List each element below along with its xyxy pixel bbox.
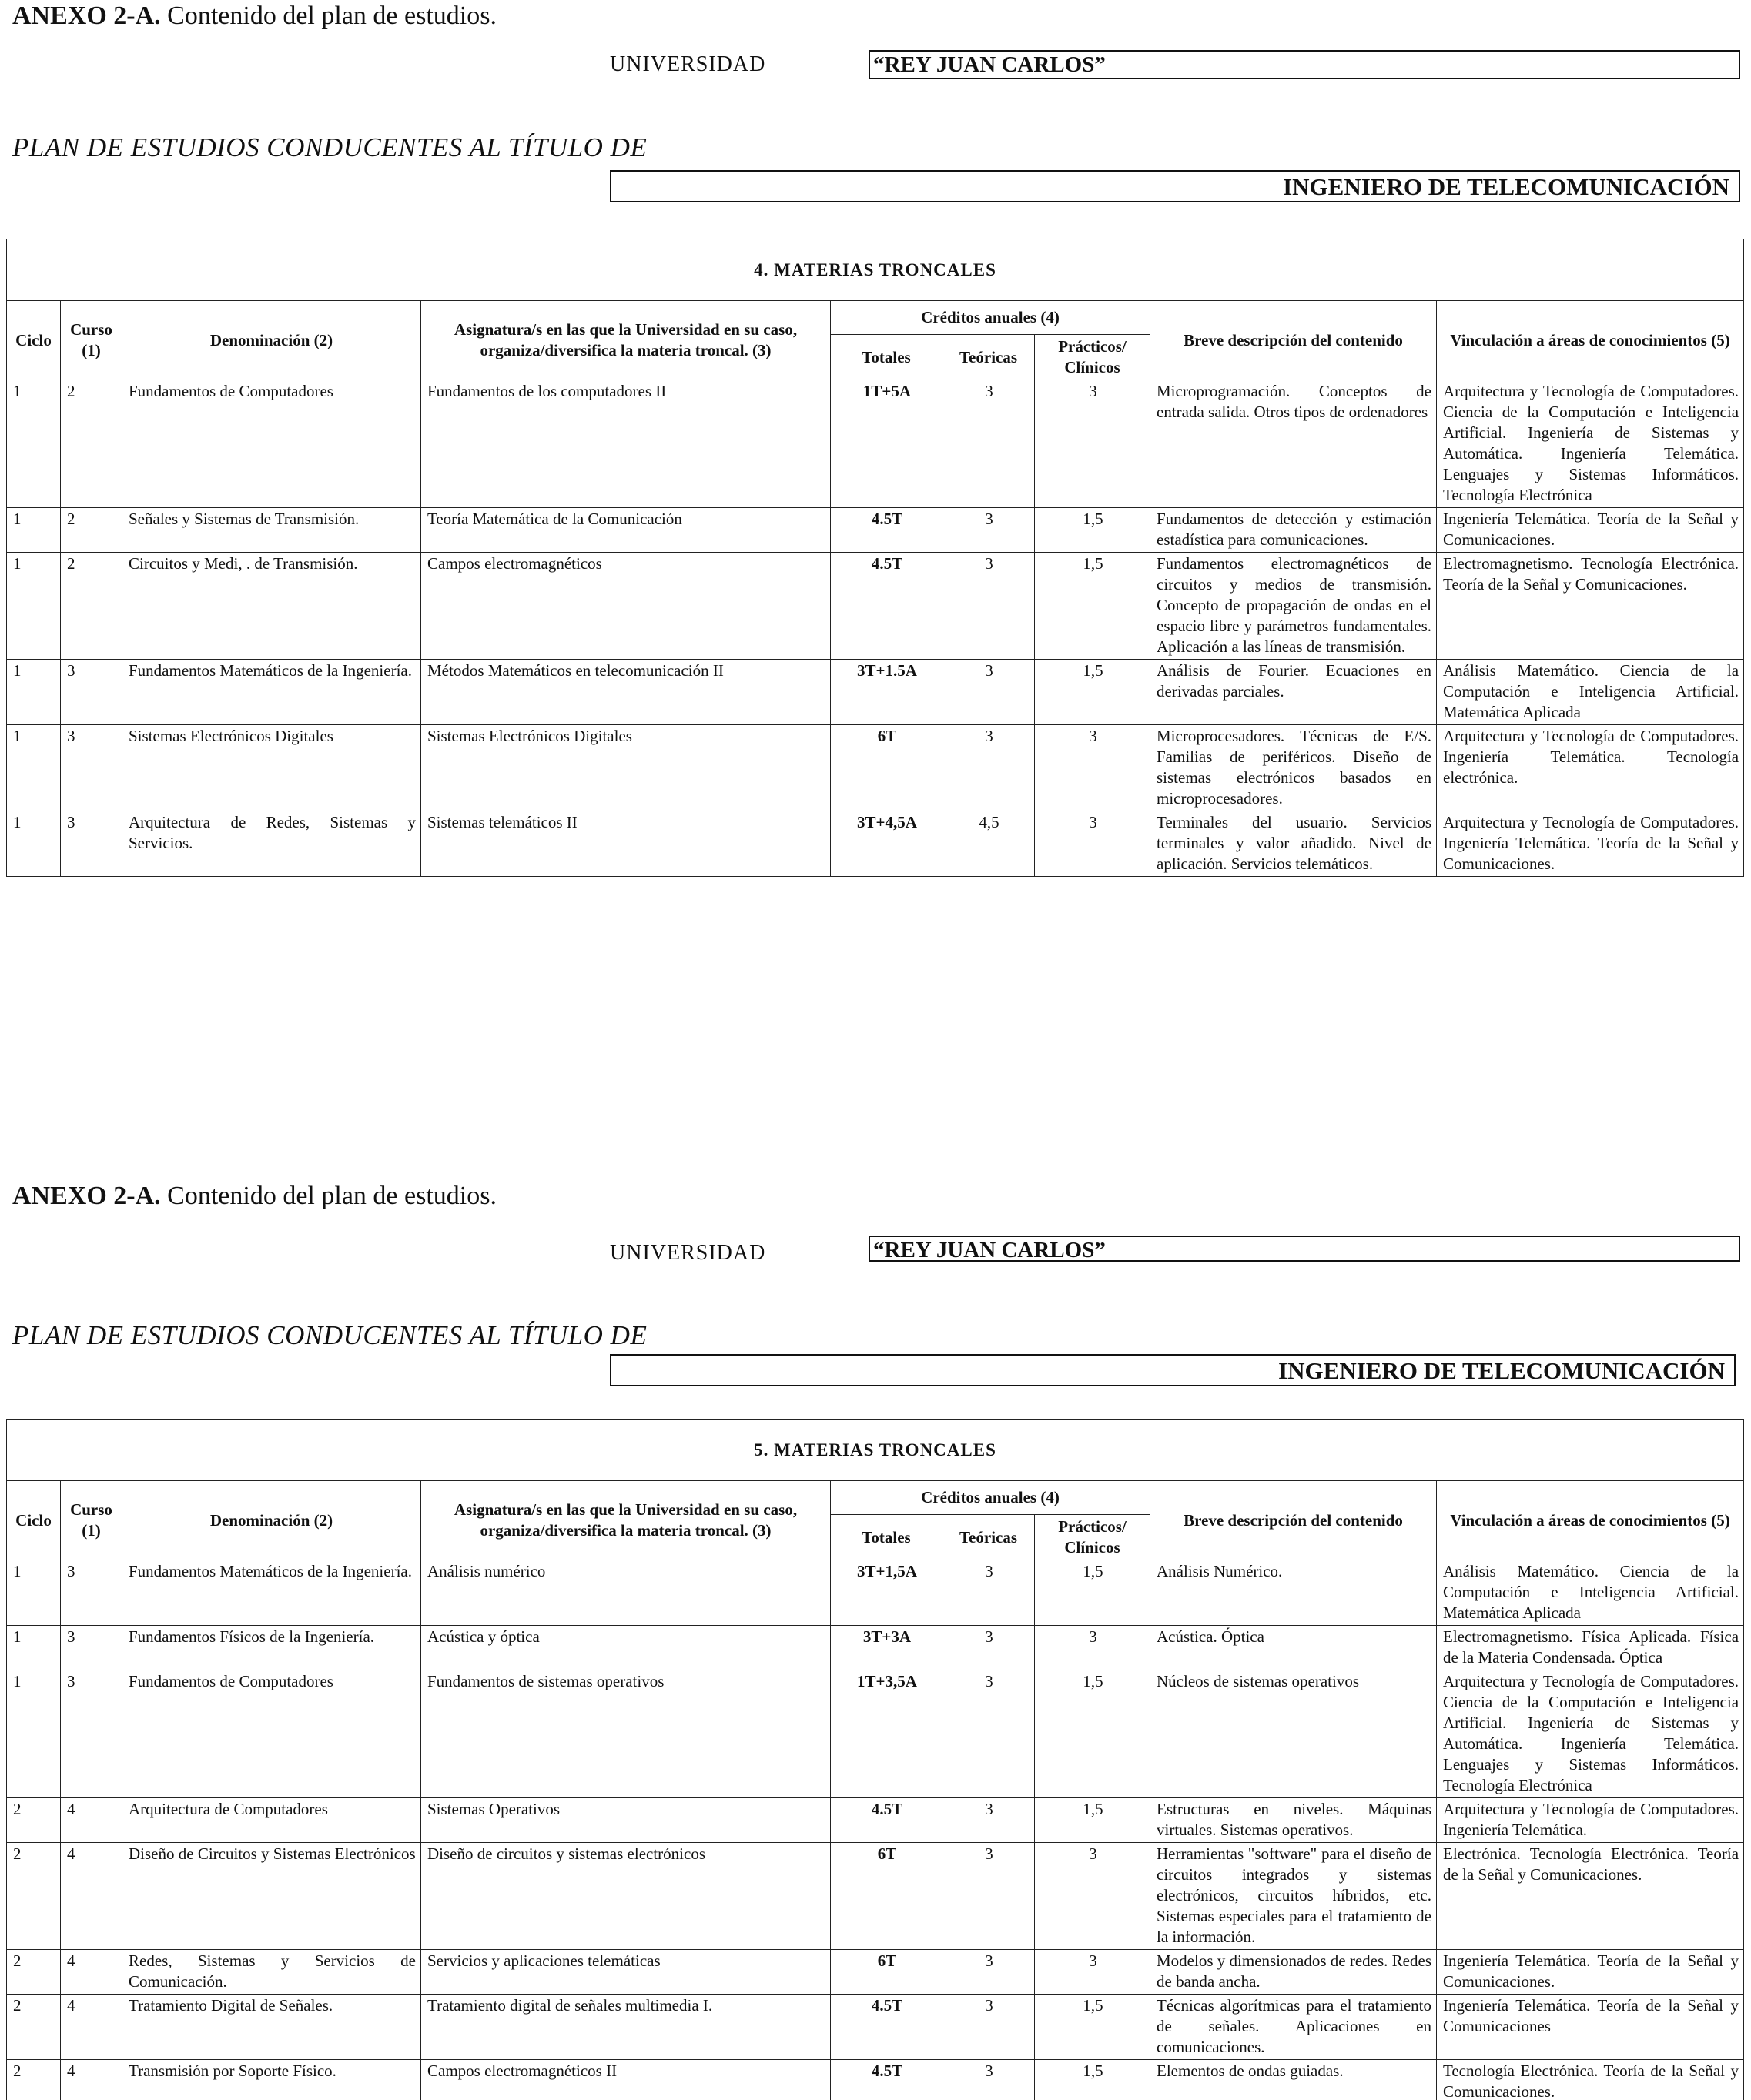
anexo-heading xyxy=(12,2,497,31)
cell-asignatura: Tratamiento digital de señales multimedia I. xyxy=(421,1995,831,2060)
cell-ciclo: 1 xyxy=(7,508,61,553)
cell-teoricas: 3 xyxy=(942,1798,1035,1843)
cell-descripcion: Técnicas algorítmicas para el tratamiento de señales. Aplicaciones en comunicaciones. xyxy=(1150,1995,1437,2060)
cell-denominacion: Transmisión por Soporte Físico. xyxy=(122,2060,421,2100)
cell-practicos: 1,5 xyxy=(1035,508,1150,553)
cell-vinculacion: Electrónica. Tecnología Electrónica. Teoría de la Señal y Comunicaciones. xyxy=(1437,1843,1744,1950)
universidad-label: UNIVERSIDAD xyxy=(610,1241,766,1265)
cell-totales: 6T xyxy=(831,1950,942,1995)
cell-vinculacion: Ingeniería Telemática. Teoría de la Señal y Comunicaciones. xyxy=(1437,508,1744,553)
header-teoricas: Teóricas xyxy=(942,335,1035,380)
table-row xyxy=(7,725,1744,811)
cell-ciclo: 2 xyxy=(7,1798,61,1843)
cell-practicos: 1,5 xyxy=(1035,553,1150,660)
cell-teoricas: 3 xyxy=(942,553,1035,660)
cell-teoricas: 3 xyxy=(942,1995,1035,2060)
cell-totales: 6T xyxy=(831,725,942,811)
cell-teoricas: 4,5 xyxy=(942,811,1035,877)
cell-ciclo: 2 xyxy=(7,1995,61,2060)
cell-curso: 4 xyxy=(61,1843,122,1950)
header-denominacion: Denominación (2) xyxy=(122,1481,421,1560)
cell-vinculacion: Tecnología Electrónica. Teoría de la Señal y Comunicaciones. xyxy=(1437,2060,1744,2100)
cell-ciclo: 2 xyxy=(7,2060,61,2100)
materias-table xyxy=(6,1419,1744,2100)
cell-curso: 4 xyxy=(61,1995,122,2060)
cell-denominacion: Redes, Sistemas y Servicios de Comunicación. xyxy=(122,1950,421,1995)
anexo-text: Contenido del plan de estudios. xyxy=(160,2,497,30)
table-row xyxy=(7,660,1744,725)
cell-totales: 1T+5A xyxy=(831,380,942,508)
cell-curso: 3 xyxy=(61,811,122,877)
titulo-box: INGENIERO DE TELECOMUNICACIÓN xyxy=(610,170,1740,202)
cell-teoricas: 3 xyxy=(942,380,1035,508)
cell-ciclo: 1 xyxy=(7,1670,61,1798)
cell-curso: 4 xyxy=(61,2060,122,2100)
cell-ciclo: 1 xyxy=(7,1560,61,1626)
cell-teoricas: 3 xyxy=(942,660,1035,725)
cell-vinculacion: Ingeniería Telemática. Teoría de la Señal y Comunicaciones. xyxy=(1437,1950,1744,1995)
header-totales: Totales xyxy=(831,1515,942,1560)
cell-asignatura: Campos electromagnéticos II xyxy=(421,2060,831,2100)
cell-totales: 4.5T xyxy=(831,2060,942,2100)
cell-descripcion: Estructuras en niveles. Máquinas virtuales. Sistemas operativos. xyxy=(1150,1798,1437,1843)
document-page-1 xyxy=(0,0,1751,1001)
cell-asignatura: Análisis numérico xyxy=(421,1560,831,1626)
cell-practicos: 1,5 xyxy=(1035,1560,1150,1626)
table-row xyxy=(7,1950,1744,1995)
cell-vinculacion: Arquitectura y Tecnología de Computadores. Ingeniería Telemática. Tecnología electrónica. xyxy=(1437,725,1744,811)
header-ciclo: Ciclo xyxy=(7,1481,61,1560)
cell-totales: 4.5T xyxy=(831,553,942,660)
cell-descripcion: Microprogramación. Conceptos de entrada salida. Otros tipos de ordenadores xyxy=(1150,380,1437,508)
cell-curso: 3 xyxy=(61,1560,122,1626)
cell-denominacion: Arquitectura de Computadores xyxy=(122,1798,421,1843)
cell-totales: 4.5T xyxy=(831,508,942,553)
table-row xyxy=(7,1995,1744,2060)
cell-descripcion: Análisis de Fourier. Ecuaciones en derivadas parciales. xyxy=(1150,660,1437,725)
cell-teoricas: 3 xyxy=(942,2060,1035,2100)
section-title: 5. MATERIAS TRONCALES xyxy=(7,1420,1744,1481)
cell-asignatura: Métodos Matemáticos en telecomunicación II xyxy=(421,660,831,725)
cell-descripcion: Herramientas "software" para el diseño de circuitos integrados y sistemas electrónicos, circuitos híbridos, etc. Sistemas especiales para el tratamiento de la información. xyxy=(1150,1843,1437,1950)
table-row xyxy=(7,1798,1744,1843)
table-row xyxy=(7,811,1744,877)
header-teoricas: Teóricas xyxy=(942,1515,1035,1560)
cell-vinculacion: Arquitectura y Tecnología de Computadores. Ciencia de la Computación e Inteligencia Artificial. Ingeniería de Sistemas y Automática. Ingeniería Telemática. Lenguajes y Sistemas Informáticos. Tecnología Electrónica xyxy=(1437,1670,1744,1798)
cell-curso: 2 xyxy=(61,553,122,660)
cell-denominacion: Fundamentos Físicos de la Ingeniería. xyxy=(122,1626,421,1670)
cell-vinculacion: Ingeniería Telemática. Teoría de la Señal y Comunicaciones xyxy=(1437,1995,1744,2060)
header-curso: Curso (1) xyxy=(61,301,122,380)
cell-practicos: 1,5 xyxy=(1035,1995,1150,2060)
universidad-box: “REY JUAN CARLOS” xyxy=(869,1236,1740,1262)
cell-denominacion: Fundamentos Matemáticos de la Ingeniería. xyxy=(122,660,421,725)
anexo-text: Contenido del plan de estudios. xyxy=(160,1182,497,1210)
cell-asignatura: Servicios y aplicaciones telemáticas xyxy=(421,1950,831,1995)
cell-denominacion: Arquitectura de Redes, Sistemas y Servicios. xyxy=(122,811,421,877)
plan-title: PLAN DE ESTUDIOS CONDUCENTES AL TÍTULO DE xyxy=(12,132,648,162)
cell-practicos: 3 xyxy=(1035,380,1150,508)
cell-asignatura: Acústica y óptica xyxy=(421,1626,831,1670)
cell-denominacion: Señales y Sistemas de Transmisión. xyxy=(122,508,421,553)
plan-title: PLAN DE ESTUDIOS CONDUCENTES AL TÍTULO DE xyxy=(12,1320,648,1350)
cell-ciclo: 1 xyxy=(7,553,61,660)
cell-totales: 4.5T xyxy=(831,1995,942,2060)
cell-descripcion: Terminales del usuario. Servicios terminales y valor añadido. Nivel de aplicación. Servicios telemáticos. xyxy=(1150,811,1437,877)
cell-totales: 6T xyxy=(831,1843,942,1950)
cell-descripcion: Análisis Numérico. xyxy=(1150,1560,1437,1626)
cell-descripcion: Fundamentos de detección y estimación estadística para comunicaciones. xyxy=(1150,508,1437,553)
cell-vinculacion: Análisis Matemático. Ciencia de la Computación e Inteligencia Artificial. Matemática Aplicada xyxy=(1437,1560,1744,1626)
cell-practicos: 3 xyxy=(1035,1626,1150,1670)
table-row xyxy=(7,553,1744,660)
table-row xyxy=(7,508,1744,553)
cell-vinculacion: Electromagnetismo. Tecnología Electrónica. Teoría de la Señal y Comunicaciones. xyxy=(1437,553,1744,660)
header-creditos: Créditos anuales (4) xyxy=(831,301,1150,335)
cell-curso: 3 xyxy=(61,660,122,725)
cell-totales: 3T+3A xyxy=(831,1626,942,1670)
cell-curso: 3 xyxy=(61,1670,122,1798)
cell-curso: 3 xyxy=(61,725,122,811)
header-descripcion: Breve descripción del contenido xyxy=(1150,301,1437,380)
anexo-label: ANEXO 2-A. xyxy=(12,1182,161,1210)
cell-asignatura: Sistemas Electrónicos Digitales xyxy=(421,725,831,811)
cell-practicos: 1,5 xyxy=(1035,1798,1150,1843)
cell-totales: 3T+1,5A xyxy=(831,1560,942,1626)
cell-denominacion: Tratamiento Digital de Señales. xyxy=(122,1995,421,2060)
cell-vinculacion: Arquitectura y Tecnología de Computadores. Ingeniería Telemática. xyxy=(1437,1798,1744,1843)
cell-asignatura: Fundamentos de sistemas operativos xyxy=(421,1670,831,1798)
cell-asignatura: Sistemas telemáticos II xyxy=(421,811,831,877)
table-row xyxy=(7,380,1744,508)
cell-asignatura: Sistemas Operativos xyxy=(421,1798,831,1843)
cell-ciclo: 1 xyxy=(7,1626,61,1670)
section-title: 4. MATERIAS TRONCALES xyxy=(7,239,1744,301)
header-practicos: Prácticos/ Clínicos xyxy=(1035,1515,1150,1560)
cell-teoricas: 3 xyxy=(942,1843,1035,1950)
cell-vinculacion: Análisis Matemático. Ciencia de la Computación e Inteligencia Artificial. Matemática Aplicada xyxy=(1437,660,1744,725)
header-practicos: Prácticos/ Clínicos xyxy=(1035,335,1150,380)
cell-denominacion: Fundamentos Matemáticos de la Ingeniería. xyxy=(122,1560,421,1626)
table-row xyxy=(7,1843,1744,1950)
cell-descripcion: Elementos de ondas guiadas. xyxy=(1150,2060,1437,2100)
header-totales: Totales xyxy=(831,335,942,380)
cell-curso: 2 xyxy=(61,380,122,508)
cell-descripcion: Acústica. Óptica xyxy=(1150,1626,1437,1670)
cell-teoricas: 3 xyxy=(942,1670,1035,1798)
header-ciclo: Ciclo xyxy=(7,301,61,380)
cell-asignatura: Diseño de circuitos y sistemas electrónicos xyxy=(421,1843,831,1950)
cell-teoricas: 3 xyxy=(942,1626,1035,1670)
cell-vinculacion: Electromagnetismo. Física Aplicada. Física de la Materia Condensada. Óptica xyxy=(1437,1626,1744,1670)
cell-curso: 4 xyxy=(61,1798,122,1843)
header-vinculacion: Vinculación a áreas de conocimientos (5) xyxy=(1437,301,1744,380)
cell-curso: 2 xyxy=(61,508,122,553)
cell-descripcion: Modelos y dimensionados de redes. Redes de banda ancha. xyxy=(1150,1950,1437,1995)
table-row xyxy=(7,1670,1744,1798)
universidad-box: “REY JUAN CARLOS” xyxy=(869,50,1740,79)
cell-curso: 3 xyxy=(61,1626,122,1670)
cell-descripcion: Fundamentos electromagnéticos de circuitos y medios de transmisión. Concepto de propagación de ondas en el espacio libre y parámetros fundamentales. Aplicación a las líneas de transmisión. xyxy=(1150,553,1437,660)
cell-vinculacion: Arquitectura y Tecnología de Computadores. Ingeniería Telemática. Teoría de la Señal y Comunicaciones. xyxy=(1437,811,1744,877)
cell-totales: 3T+4,5A xyxy=(831,811,942,877)
cell-asignatura: Campos electromagnéticos xyxy=(421,553,831,660)
cell-practicos: 1,5 xyxy=(1035,1670,1150,1798)
cell-ciclo: 2 xyxy=(7,1950,61,1995)
cell-practicos: 1,5 xyxy=(1035,2060,1150,2100)
cell-totales: 1T+3,5A xyxy=(831,1670,942,1798)
cell-practicos: 3 xyxy=(1035,1950,1150,1995)
cell-practicos: 3 xyxy=(1035,1843,1150,1950)
cell-asignatura: Teoría Matemática de la Comunicación xyxy=(421,508,831,553)
cell-denominacion: Fundamentos de Computadores xyxy=(122,1670,421,1798)
cell-denominacion: Diseño de Circuitos y Sistemas Electrónicos xyxy=(122,1843,421,1950)
anexo-label: ANEXO 2-A. xyxy=(12,2,161,30)
cell-teoricas: 3 xyxy=(942,1560,1035,1626)
header-descripcion: Breve descripción del contenido xyxy=(1150,1481,1437,1560)
header-asignaturas: Asignatura/s en las que la Universidad en su caso, organiza/diversifica la materia troncal. (3) xyxy=(421,1481,831,1560)
cell-totales: 3T+1.5A xyxy=(831,660,942,725)
cell-ciclo: 2 xyxy=(7,1843,61,1950)
table-row xyxy=(7,1560,1744,1626)
cell-vinculacion: Arquitectura y Tecnología de Computadores. Ciencia de la Computación e Inteligencia Artificial. Ingeniería de Sistemas y Automática. Ingeniería Telemática. Lenguajes y Sistemas Informáticos. Tecnología Electrónica xyxy=(1437,380,1744,508)
header-curso: Curso (1) xyxy=(61,1481,122,1560)
materias-table xyxy=(6,239,1744,877)
anexo-heading xyxy=(12,1182,497,1211)
cell-practicos: 1,5 xyxy=(1035,660,1150,725)
cell-denominacion: Fundamentos de Computadores xyxy=(122,380,421,508)
header-vinculacion: Vinculación a áreas de conocimientos (5) xyxy=(1437,1481,1744,1560)
table-row xyxy=(7,2060,1744,2100)
titulo-box: INGENIERO DE TELECOMUNICACIÓN xyxy=(610,1354,1736,1386)
document-page-2 xyxy=(0,1182,1751,2100)
cell-teoricas: 3 xyxy=(942,508,1035,553)
header-creditos: Créditos anuales (4) xyxy=(831,1481,1150,1515)
cell-descripcion: Núcleos de sistemas operativos xyxy=(1150,1670,1437,1798)
cell-denominacion: Circuitos y Medi, . de Transmisión. xyxy=(122,553,421,660)
cell-ciclo: 1 xyxy=(7,811,61,877)
cell-totales: 4.5T xyxy=(831,1798,942,1843)
cell-practicos: 3 xyxy=(1035,811,1150,877)
cell-descripcion: Microprocesadores. Técnicas de E/S. Familias de periféricos. Diseño de sistemas electrónicos basados en microprocesadores. xyxy=(1150,725,1437,811)
table-row xyxy=(7,1626,1744,1670)
universidad-label: UNIVERSIDAD xyxy=(610,52,766,76)
cell-practicos: 3 xyxy=(1035,725,1150,811)
cell-teoricas: 3 xyxy=(942,1950,1035,1995)
cell-asignatura: Fundamentos de los computadores II xyxy=(421,380,831,508)
header-denominacion: Denominación (2) xyxy=(122,301,421,380)
cell-ciclo: 1 xyxy=(7,380,61,508)
cell-ciclo: 1 xyxy=(7,660,61,725)
cell-teoricas: 3 xyxy=(942,725,1035,811)
header-asignaturas: Asignatura/s en las que la Universidad en su caso, organiza/diversifica la materia troncal. (3) xyxy=(421,301,831,380)
cell-curso: 4 xyxy=(61,1950,122,1995)
cell-denominacion: Sistemas Electrónicos Digitales xyxy=(122,725,421,811)
cell-ciclo: 1 xyxy=(7,725,61,811)
